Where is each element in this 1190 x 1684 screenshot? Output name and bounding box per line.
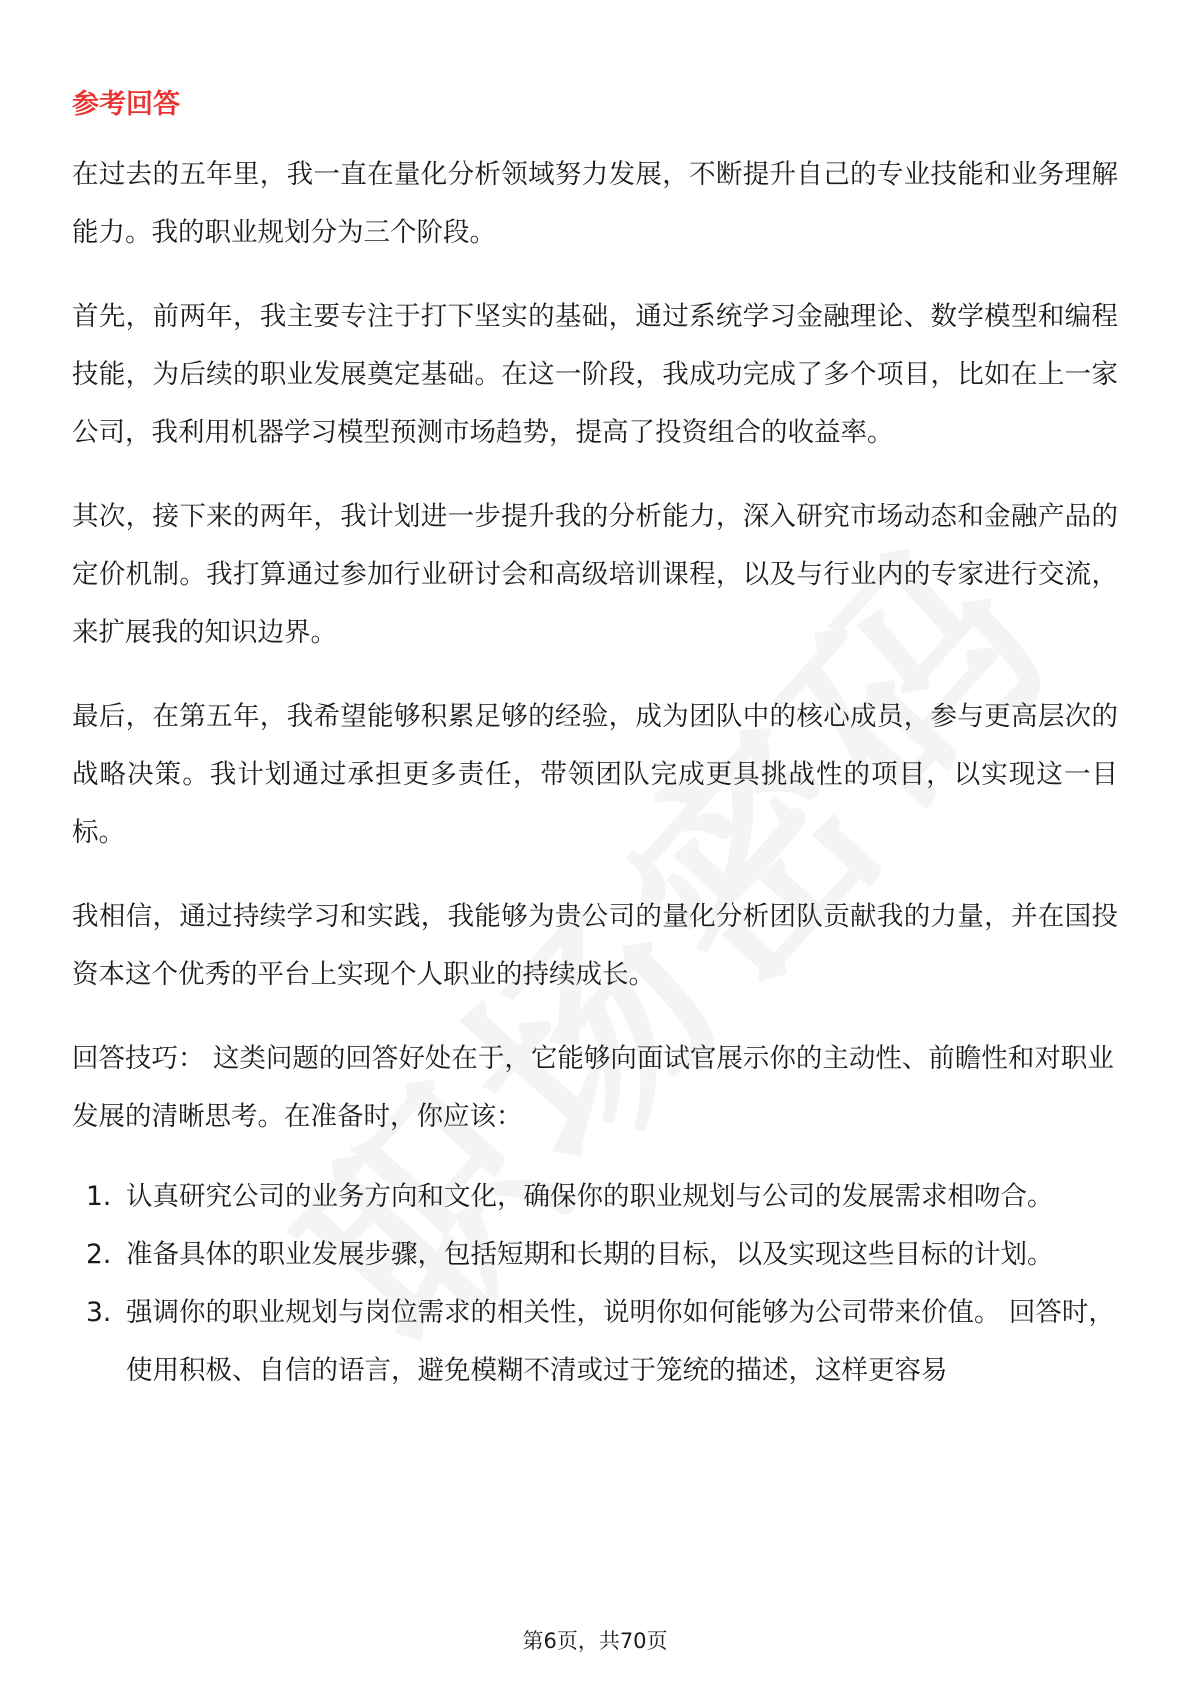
paragraph-third-stage: 最后，在第五年，我希望能够积累足够的经验，成为团队中的核心成员，参与更高层次的战略决策。我计划通过承担更多责任，带领团队完成更具挑战性的项目，以实现这一目标。 bbox=[72, 701, 1118, 848]
list-item-text: 强调你的职业规划与岗位需求的相关性，说明你如何能够为公司带来价值。 回答时，使用积极、自信的语言，避免模糊不清或过于笼统的描述，这样更容易 bbox=[126, 1297, 1115, 1386]
list-item-number: 1. bbox=[86, 1181, 112, 1212]
list-item-number: 3. bbox=[86, 1297, 112, 1328]
paragraph-conclusion: 我相信，通过持续学习和实践，我能够为贵公司的量化分析团队贡献我的力量，并在国投资本这个优秀的平台上实现个人职业的持续成长。 bbox=[72, 901, 1118, 990]
section-title: 参考回答 bbox=[72, 89, 180, 120]
page-content bbox=[72, 86, 1118, 1400]
list-item-text: 认真研究公司的业务方向和文化，确保你的职业规划与公司的发展需求相吻合。 bbox=[126, 1181, 1054, 1212]
tips-intro: 回答技巧： 这类问题的回答好处在于，它能够向面试官展示你的主动性、前瞻性和对职业发展的清晰思考。在准备时，你应该： bbox=[72, 1043, 1114, 1132]
list-item bbox=[72, 1284, 1118, 1400]
page-number-footer: 第6页，共70页 bbox=[522, 1629, 668, 1653]
list-item-text: 准备具体的职业发展步骤，包括短期和长期的目标，以及实现这些目标的计划。 bbox=[126, 1239, 1054, 1270]
paragraph-second-stage: 其次，接下来的两年，我计划进一步提升我的分析能力，深入研究市场动态和金融产品的定价机制。我打算通过参加行业研讨会和高级培训课程，以及与行业内的专家进行交流，来扩展我的知识边界。 bbox=[72, 501, 1118, 648]
list-item bbox=[72, 1226, 1118, 1284]
list-item-number: 2. bbox=[86, 1239, 112, 1270]
tips-list bbox=[72, 1168, 1118, 1400]
list-item bbox=[72, 1168, 1118, 1226]
paragraph-intro: 在过去的五年里，我一直在量化分析领域努力发展，不断提升自己的专业技能和业务理解能力。我的职业规划分为三个阶段。 bbox=[72, 159, 1118, 248]
paragraph-first-stage: 首先，前两年，我主要专注于打下坚实的基础，通过系统学习金融理论、数学模型和编程技能，为后续的职业发展奠定基础。在这一阶段，我成功完成了多个项目，比如在上一家公司，我利用机器学习模型预测市场趋势，提高了投资组合的收益率。 bbox=[72, 301, 1118, 448]
